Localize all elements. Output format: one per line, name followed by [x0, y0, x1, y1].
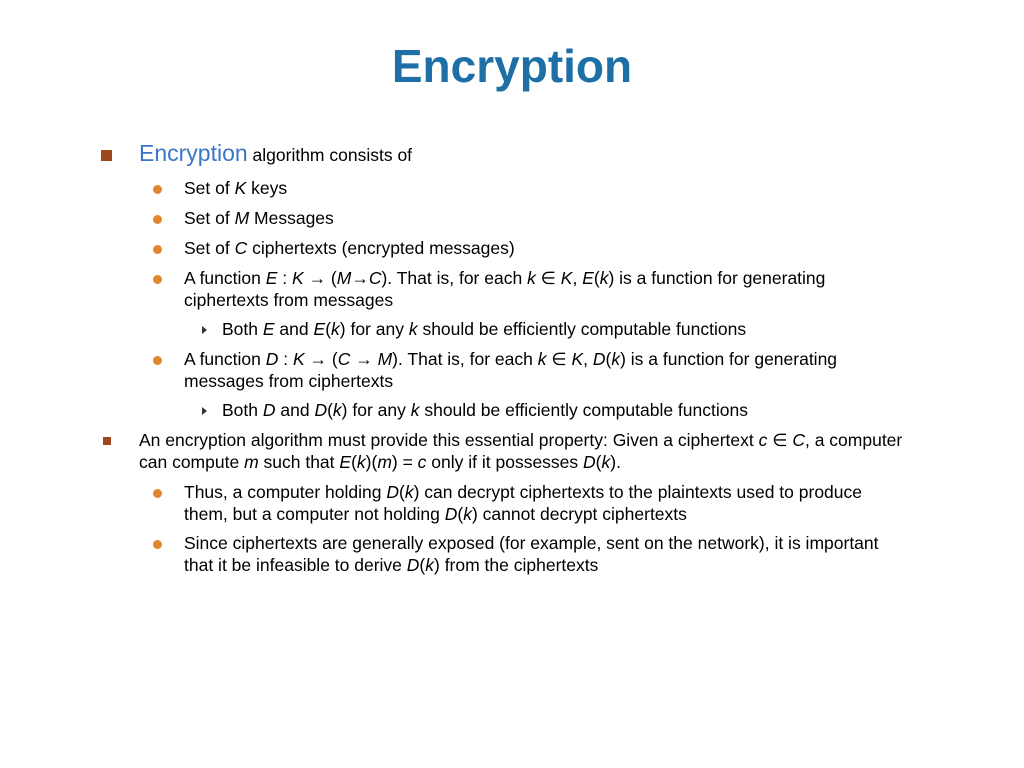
dot-bullet-icon — [153, 185, 162, 194]
bullet-encryption-function: A function E : K → (M→C). That is, for each k ∈ K, E(k) is a function for generating ciphertexts from messages — [184, 268, 826, 310]
dot-bullet-icon — [153, 245, 162, 254]
bullet-set-of-keys: Set of K keys — [184, 178, 288, 198]
dot-bullet-icon — [153, 215, 162, 224]
bullet-ciphertexts-exposed: Since ciphertexts are generally exposed (for example, sent on the network), it is important that it be infeasible to derive D(k) from the ciphertexts — [184, 533, 879, 575]
dot-bullet-icon — [153, 275, 162, 284]
bullet-encryption-algorithm: Encryption algorithm consists of — [139, 140, 413, 166]
bullet-essential-property: An encryption algorithm must provide this essential property: Given a ciphertext c ∈ C, a computer can compute m such that E(k)(m) = c only if it possesses D(k). — [139, 430, 903, 472]
bullet-decryption-function: A function D : K → (C → M). That is, for each k ∈ K, D(k) is a function for generating messages from ciphertexts — [184, 349, 838, 391]
bullet-set-of-messages: Set of M Messages — [184, 208, 334, 228]
square-bullet-icon — [103, 437, 111, 445]
encryption-term: Encryption — [139, 140, 248, 166]
square-bullet-icon — [101, 150, 112, 161]
dot-bullet-icon — [153, 540, 162, 549]
dot-bullet-icon — [153, 356, 162, 365]
bullet-encryption-computable: Both E and E(k) for any k should be efficiently computable functions — [222, 319, 747, 339]
slide-title: Encryption — [391, 40, 633, 92]
bullet-set-of-ciphertexts: Set of C ciphertexts (encrypted messages) — [184, 238, 515, 258]
dot-bullet-icon — [153, 489, 162, 498]
triangle-bullet-icon — [202, 407, 207, 415]
triangle-bullet-icon — [202, 326, 207, 334]
bullet-holding-key: Thus, a computer holding D(k) can decrypt ciphertexts to the plaintexts used to produce them, but a computer not holding D(k) cannot decrypt ciphertexts — [184, 482, 863, 524]
bullet-decryption-computable: Both D and D(k) for any k should be efficiently computable functions — [222, 400, 748, 420]
